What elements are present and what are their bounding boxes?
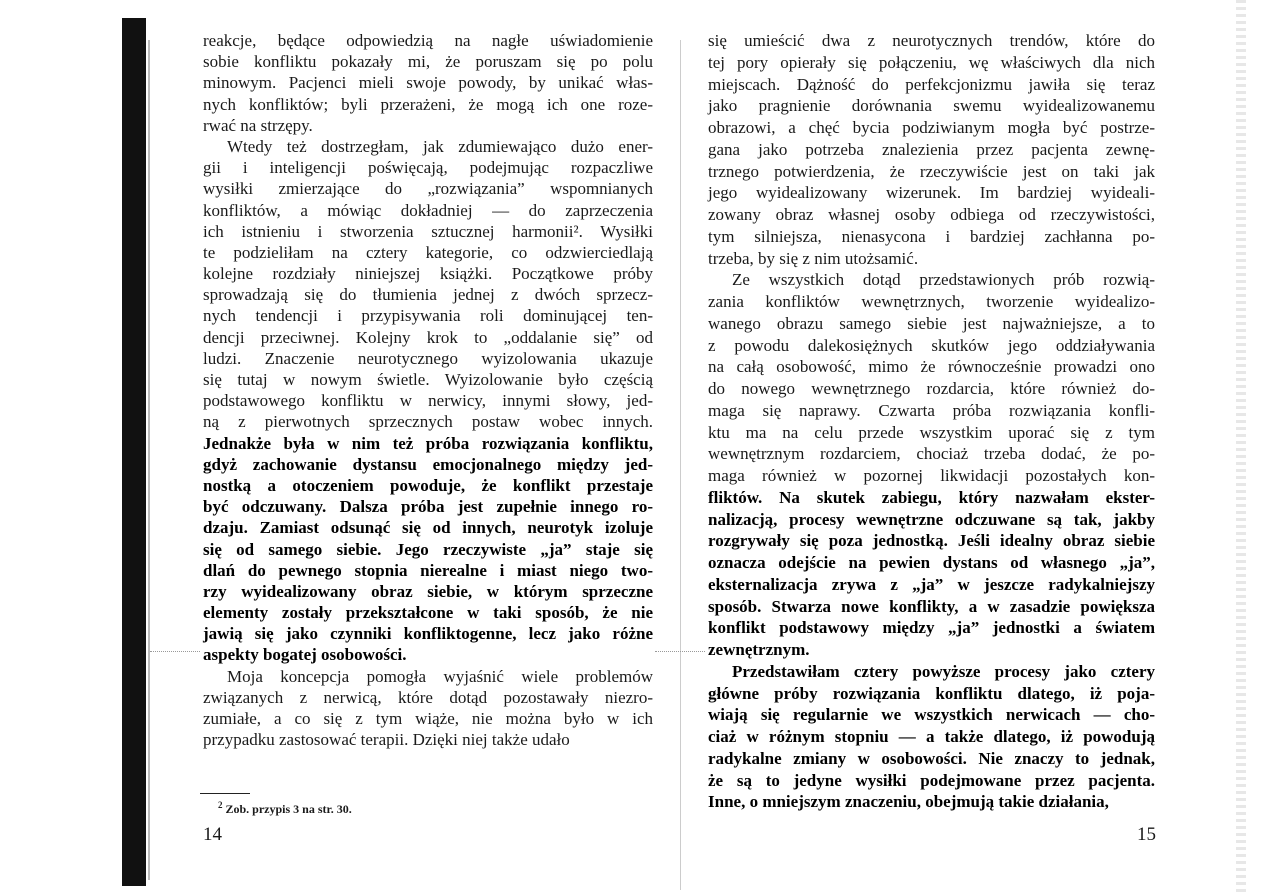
text-line: do nowego wewnętrznego rozdarcia, które również do- bbox=[708, 379, 1155, 398]
text-line: ich istnieniu i stworzenia sztucznej harmonii². Wysiłki bbox=[203, 221, 653, 241]
text-line: gdyż zachowanie dystansu emocjonalnego między jed- bbox=[203, 454, 653, 474]
text-line: dlań do pewnego stopnia nierealne i miast niego two- bbox=[203, 560, 653, 580]
text-line: dzaju. Zamiast odsunąć się od innych, neurotyk izoluje bbox=[203, 518, 653, 538]
text-line: jego wyidealizowany wizerunek. Im bardziej wyideali- bbox=[708, 183, 1155, 203]
text-line: fliktów. Na skutek zabiegu, który nazwałam ekster- bbox=[708, 487, 1155, 507]
binding-edge bbox=[148, 40, 150, 880]
text-line: rozgrywały się poza jednostką. Jeśli idealny obraz siebie bbox=[708, 531, 1155, 551]
text-line: Jednakże była w nim też próba rozwiązania konfliktu, bbox=[203, 433, 653, 453]
text-line: główne próby rozwiązania konfliktu dlatego, iż poja- bbox=[708, 683, 1155, 703]
text-line: podstawowego konfliktu w nerwicy, innymi słowy, jed- bbox=[203, 391, 653, 411]
text-line: reakcje, będące odpowiedzią na nagłe uświadomienie bbox=[203, 31, 653, 50]
text-line: aspekty bogatej osobowości. bbox=[203, 645, 407, 665]
text-line: Moja koncepcja pomogła wyjaśnić wiele problemów bbox=[227, 666, 653, 686]
text-line: nych tendencji i przypisywania roli dominującej ten- bbox=[203, 306, 653, 326]
text-line: tym silniejsza, nienasycona i bardziej zachłanna po- bbox=[708, 226, 1155, 246]
text-line: jawią się jako czynniki konfliktogenne, lecz jako różne bbox=[203, 624, 653, 644]
text-line: ludzi. Znaczenie neurotycznego wyizolowania ukazuje bbox=[203, 348, 653, 368]
text-line: oznacza odejście na pewien dystans od własnego „ja”, bbox=[708, 553, 1155, 572]
text-line: wiają się regularnie we wszystkich nerwicach — cho- bbox=[708, 705, 1155, 725]
scan-fold-mark bbox=[150, 651, 200, 653]
text-line: nostką a otoczeniem powoduje, że konflikt przestaje bbox=[203, 475, 653, 495]
text-line: wanego obrazu samego siebie jest najważniejsze, a to bbox=[708, 313, 1155, 333]
text-line: nych konfliktów; byli przerażeni, że mogą ich one roze- bbox=[203, 94, 653, 114]
text-line: na całą osobowość, mimo że równocześnie prowadzi ono bbox=[708, 357, 1155, 377]
text-line: dencji przeciwnej. Kolejny krok to „oddalanie się” od bbox=[203, 327, 653, 347]
text-line: konfliktów, a mówiąc dokładniej — do zaprzeczenia bbox=[203, 200, 653, 220]
text-line: wysiłki zmierzające do „rozwiązania” wspomnianych bbox=[203, 179, 653, 199]
text-line: Inne, o mniejszym znaczeniu, obejmują takie działania, bbox=[708, 792, 1109, 812]
footnote-text: Zob. przypis 3 na str. 30. bbox=[225, 802, 352, 816]
text-line: radykalne zmiany w osobowości. Nie znaczy to jednak, bbox=[708, 748, 1155, 768]
text-line: zumiałe, a co się z tym wiąże, nie można było w ich bbox=[203, 709, 653, 728]
page-number-right: 15 bbox=[1137, 824, 1156, 845]
text-line: być odczuwany. Dalsza próba jest zupełnie innego ro- bbox=[203, 497, 653, 517]
right-page-text bbox=[708, 30, 1155, 813]
text-line: Ze wszystkich dotąd przedstawionych prób rozwią- bbox=[732, 270, 1155, 290]
text-line: rzy wyidealizowany obraz siebie, w którym sprzeczne bbox=[203, 581, 653, 601]
scan-fold-mark bbox=[655, 651, 705, 653]
text-line: obrazowi, a chęć bycia podziwianym mogła być postrze- bbox=[708, 118, 1155, 137]
text-line: tej pory opierały się połączeniu, wę właściwych dla nich bbox=[708, 52, 1155, 72]
text-line: kolejne rozdziały niniejszej książki. Początkowe próby bbox=[203, 264, 653, 284]
text-line: związanych z nerwicą, które dotąd pozostawały niezro- bbox=[203, 687, 653, 707]
left-page-text bbox=[203, 30, 653, 750]
text-line: gana jako potrzeba znalezienia przez pacjenta zewnę- bbox=[708, 139, 1155, 159]
text-line: gii i inteligencji poświęcają, podejmując rozpaczliwe bbox=[203, 158, 653, 178]
book-binding-shadow bbox=[122, 18, 146, 886]
text-line: zowany obraz własnej osoby odbiega od rzeczywistości, bbox=[708, 205, 1155, 224]
page-number-left: 14 bbox=[203, 824, 222, 845]
text-line: zewnętrznym. bbox=[708, 640, 810, 659]
text-line: miejscach. Dążność do perfekcjonizmu jawiła się teraz bbox=[708, 74, 1155, 94]
text-line: sprowadzają się do tłumienia jednej z dwóch sprzecz- bbox=[203, 285, 653, 305]
text-line: konflikt podstawowy między „ja” jednostki a światem bbox=[708, 618, 1155, 638]
text-line: eksternalizacja zrywa z „ja” w jeszcze radykalniejszy bbox=[708, 574, 1155, 594]
text-line: z powodu dalekosiężnych skutków jego oddziaływania bbox=[708, 335, 1155, 355]
text-line: ktu ma na celu przede wszystkim uporać się z tym bbox=[708, 422, 1155, 442]
text-line: wewnętrznym rozdarciem, chociaż trzeba dodać, że po- bbox=[708, 444, 1155, 464]
text-line: Wtedy też dostrzegłam, jak zdumiewająco dużo ener- bbox=[227, 136, 653, 156]
text-line: ną z pierwotnych sprzecznych postaw wobec innych. bbox=[203, 412, 653, 432]
text-line: elementy zostały przekształcone w taki sposób, że nie bbox=[203, 603, 653, 623]
text-line: rwać na strzępy. bbox=[203, 115, 313, 135]
footnote-rule bbox=[200, 793, 250, 794]
footnote-marker: 2 bbox=[218, 800, 223, 810]
text-line: trzeba, by się z nim utożsamić. bbox=[708, 248, 919, 268]
text-line: nalizacją, procesy wewnętrzne odczuwane są tak, jakby bbox=[708, 509, 1155, 529]
text-line: że są to jedyne wysiłki podejmowane przez pacjenta. bbox=[708, 770, 1155, 790]
text-line: jako pragnienie dorównania swemu wyidealizowanemu bbox=[708, 96, 1155, 116]
text-line: sposób. Stwarza nowe konflikty, a w zasadzie powiększa bbox=[708, 596, 1155, 616]
page-gutter bbox=[680, 40, 681, 890]
footnote bbox=[218, 800, 352, 817]
text-line: zania konfliktów wewnętrznych, tworzenie wyidealizo- bbox=[708, 292, 1155, 311]
text-line: się tutaj w nowym świetle. Wyizolowanie było częścią bbox=[203, 370, 653, 389]
text-line: maga również w pozornej likwidacji pozostałych kon- bbox=[708, 466, 1155, 485]
text-line: sobie konfliktu pokazały mi, że poruszam się po polu bbox=[203, 52, 653, 72]
text-line: przypadku zastosować terapii. Dzięki niej także udało bbox=[203, 730, 570, 750]
text-line: ciaż w różnym stopniu — a także dlatego, iż powodują bbox=[708, 727, 1155, 746]
text-line: minowym. Pacjenci mieli swoje powody, by unikać włas- bbox=[203, 73, 653, 93]
text-line: trznego potwierdzenia, że rzeczywiście jest on taki jak bbox=[708, 161, 1155, 181]
text-line: się umieścić dwa z neurotycznych trendów, które do bbox=[708, 31, 1155, 50]
text-line: te podzieliłam na cztery kategorie, co odzwierciedlają bbox=[203, 242, 653, 262]
page-edge-shadow bbox=[1236, 0, 1246, 894]
text-line: maga się naprawy. Czwarta próba rozwiązania konfli- bbox=[708, 400, 1155, 420]
text-line: Przedstawiłam cztery powyższe procesy jako cztery bbox=[732, 661, 1155, 681]
text-line: się od samego siebie. Jego rzeczywiste „ja” staje się bbox=[203, 539, 653, 559]
